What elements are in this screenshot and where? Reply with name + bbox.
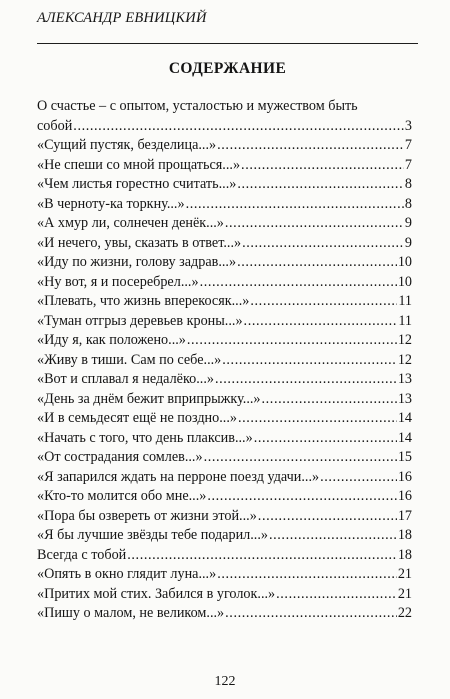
toc-entry (37, 331, 412, 351)
dot-leader (222, 351, 397, 371)
dot-leader (269, 526, 397, 546)
toc-entry (37, 604, 412, 624)
dot-leader (238, 409, 397, 429)
toc-list (37, 97, 412, 624)
dot-leader (127, 546, 397, 566)
dot-leader (262, 390, 397, 410)
toc-entry-title-continued: собой (37, 117, 73, 134)
toc-entry-title: «Пора бы озвереть от жизни этой...» (37, 507, 257, 524)
dot-leader (320, 468, 397, 488)
toc-entry-title: «Начать с того, что день плаксив...» (37, 429, 253, 446)
dot-leader (276, 585, 397, 605)
toc-entry (37, 487, 412, 507)
toc-entry-title: «Я запарился ждать на перроне поезд удачи...» (37, 468, 320, 485)
dot-leader (217, 136, 404, 156)
running-head: АЛЕКСАНДР ЕВНИЦКИЙ (37, 10, 207, 26)
toc-entry-title: «Сущий пустяк, безделица...» (37, 137, 217, 153)
dot-leader (241, 156, 404, 176)
toc-entry-title: О счастье – с опытом, усталостью и мужеством быть (37, 98, 358, 114)
toc-page-number: 15 (397, 449, 412, 465)
dot-leader (215, 370, 397, 390)
toc-page-number: 10 (397, 273, 412, 290)
dot-leader (225, 214, 404, 234)
toc-entry (37, 156, 412, 176)
toc-entry (37, 565, 412, 585)
dot-leader (242, 234, 404, 254)
toc-entry-title: «Опять в окно глядит луна...» (37, 566, 217, 582)
dot-leader (244, 312, 398, 332)
dot-leader (200, 273, 397, 293)
toc-entry (37, 292, 412, 312)
toc-page-number: 10 (397, 254, 412, 270)
toc-page-number: 9 (404, 215, 412, 231)
dot-leader (258, 507, 397, 527)
toc-page-number: 9 (404, 234, 412, 251)
toc-entry-title: «Пишу о малом, не великом...» (37, 605, 225, 621)
toc-entry (37, 97, 412, 136)
toc-entry (37, 546, 412, 566)
toc-page-number: 7 (404, 156, 412, 173)
toc-page-number: 18 (397, 546, 412, 563)
toc-entry-title: «Не спеши со мной прощаться...» (37, 156, 241, 173)
toc-page-number: 12 (397, 351, 412, 368)
toc-entry-title: «День за днём бежит вприпрыжку...» (37, 390, 261, 407)
toc-page-number: 17 (397, 507, 412, 524)
toc-page-number: 22 (397, 605, 412, 621)
toc-entry (37, 234, 412, 254)
toc-page-number: 7 (404, 137, 412, 153)
toc-page-number: 16 (397, 468, 412, 485)
toc-entry-title: «Я бы лучшие звёзды тебе подарил...» (37, 527, 268, 543)
dot-leader (73, 117, 404, 137)
toc-entry-title: «Кто-то молится обо мне...» (37, 488, 207, 504)
toc-entry-title: «Притих мой стих. Забился в уголок...» (37, 585, 276, 602)
toc-entry (37, 448, 412, 468)
toc-page-number: 14 (397, 410, 412, 426)
toc-entry-title: «В черноту-ка торкну...» (37, 195, 185, 212)
toc-entry-title: «Живу в тиши. Сам по себе...» (37, 351, 222, 368)
dot-leader (187, 331, 397, 351)
toc-entry (37, 312, 412, 332)
toc-entry (37, 175, 412, 195)
toc-entry-title: «И в семьдесят ещё не поздно...» (37, 410, 237, 426)
dot-leader (225, 604, 397, 624)
toc-entry-title: «Иду я, как положено...» (37, 332, 186, 348)
toc-entry-title: «Ну вот, я и посеребрел...» (37, 273, 199, 290)
dot-leader (254, 429, 397, 449)
toc-entry-title: «Туман отгрыз деревьев кроны...» (37, 312, 243, 329)
dot-leader (217, 565, 397, 585)
toc-entry-title: «От сострадания сомлев...» (37, 449, 203, 465)
toc-page-number: 12 (397, 332, 412, 348)
toc-entry-title: «Вот и сплавал я недалёко...» (37, 371, 214, 387)
toc-page-number: 18 (397, 527, 412, 543)
toc-entry (37, 409, 412, 429)
toc-entry-title: Всегда с тобой (37, 546, 127, 563)
toc-page-number: 16 (397, 488, 412, 504)
toc-entry (37, 390, 412, 410)
toc-entry (37, 351, 412, 371)
toc-page-number: 21 (397, 566, 412, 582)
toc-entry (37, 507, 412, 527)
toc-entry (37, 195, 412, 215)
toc-entry (37, 273, 412, 293)
toc-page-number: 3 (404, 117, 412, 134)
toc-page-number: 8 (404, 195, 412, 212)
toc-entry-title: «Плевать, что жизнь вперекосяк...» (37, 293, 250, 309)
dot-leader (207, 487, 396, 507)
toc-page-number: 8 (404, 176, 412, 192)
dot-leader (186, 195, 404, 215)
toc-entry-title: «И нечего, увы, сказать в ответ...» (37, 234, 242, 251)
toc-entry-title: «Иду по жизни, голову задрав...» (37, 254, 237, 270)
dot-leader (250, 292, 397, 312)
toc-entry (37, 526, 412, 546)
toc-entry (37, 468, 412, 488)
toc-page-number: 13 (397, 390, 412, 407)
dot-leader (237, 175, 404, 195)
toc-entry (37, 429, 412, 449)
dot-leader (237, 253, 397, 273)
toc-entry (37, 136, 412, 156)
toc-entry (37, 214, 412, 234)
toc-page-number: 11 (398, 293, 412, 309)
toc-entry-title: «А хмур ли, солнечен денёк...» (37, 215, 224, 231)
toc-page-number: 13 (397, 371, 412, 387)
toc-page-number: 21 (397, 585, 412, 602)
toc-entry (37, 585, 412, 605)
toc-entry (37, 370, 412, 390)
toc-page-number: 11 (398, 312, 412, 329)
page-title: СОДЕРЖАНИЕ (168, 60, 287, 77)
toc-entry (37, 253, 412, 273)
toc-page-number: 14 (397, 429, 412, 446)
toc-entry-title: «Чем листья горестно считать...» (37, 176, 237, 192)
dot-leader (204, 448, 397, 468)
page-number: 122 (214, 674, 236, 689)
header-rule (37, 43, 418, 44)
